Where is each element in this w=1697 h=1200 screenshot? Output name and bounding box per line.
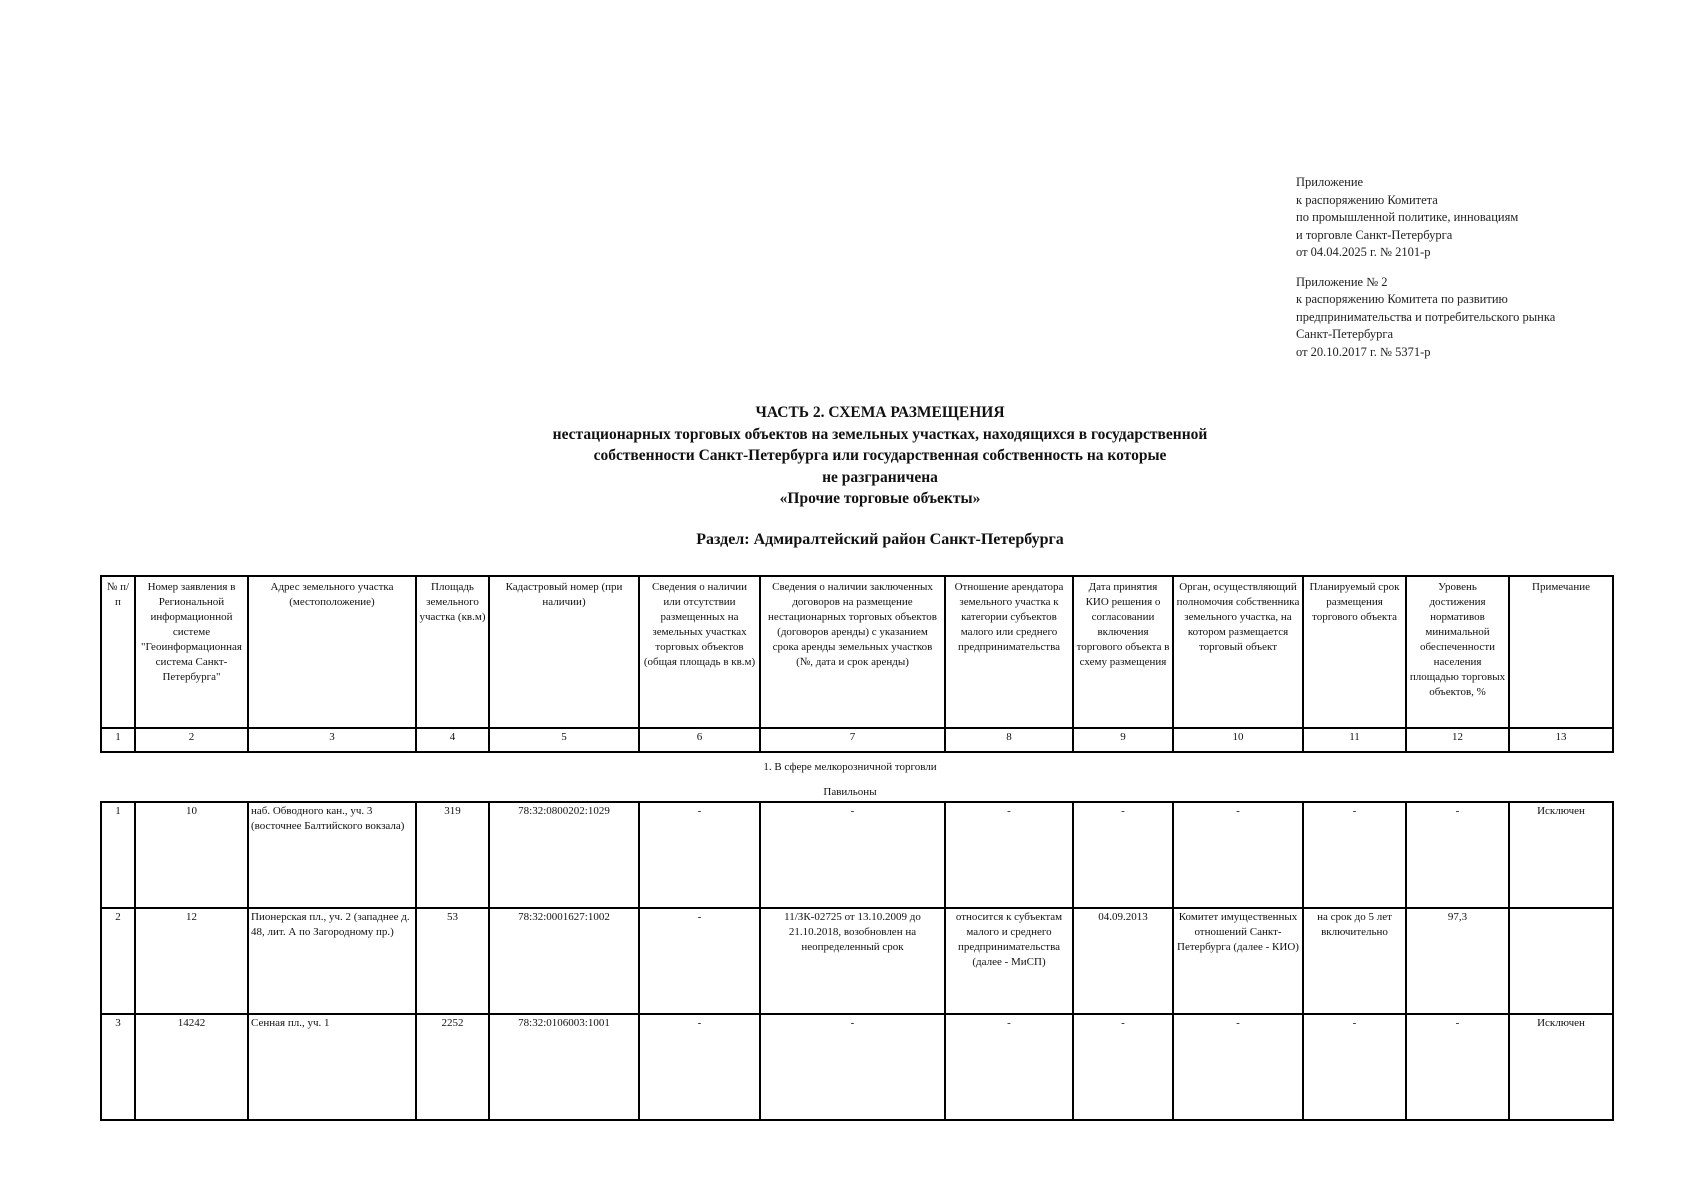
table-cell: -	[1406, 802, 1509, 908]
table-cell: -	[760, 1014, 945, 1120]
header-cell: Площадь земельного участка (кв.м)	[416, 576, 489, 728]
appendix-line: Санкт-Петербурга	[1296, 327, 1394, 341]
table-cell: -	[639, 802, 760, 908]
header-cell: Сведения о наличии или отсутствии размещенных на земельных участках торговых объектов (общая площадь в кв.м)	[639, 576, 760, 728]
title-line: «Прочие торговые объекты»	[779, 490, 981, 507]
table-cell: -	[1406, 1014, 1509, 1120]
table-cell	[1509, 908, 1613, 1014]
appendix-line: Приложение № 2	[1296, 274, 1388, 289]
table-cell: 53	[416, 908, 489, 1014]
column-number: 12	[1406, 728, 1509, 752]
table-cell: -	[1073, 802, 1173, 908]
subheading-pavilions: Павильоны	[823, 786, 877, 798]
header-cell: Орган, осуществляющий полномочия собственника земельного участка, на котором размещается торговый объект	[1173, 576, 1303, 728]
table-cell: -	[1173, 802, 1303, 908]
table-cell: Исключен	[1509, 1014, 1613, 1120]
table-cell: Комитет имущественных отношений Санкт-Петербурга (далее - КИО)	[1173, 908, 1303, 1014]
column-number: 9	[1073, 728, 1173, 752]
table-cell: -	[639, 1014, 760, 1120]
table-cell: относится к субъектам малого и среднего предпринимательства (далее - МиСП)	[945, 908, 1073, 1014]
table-cell: -	[639, 908, 760, 1014]
column-number: 7	[760, 728, 945, 752]
table-cell: 10	[135, 802, 248, 908]
table-cell: -	[945, 802, 1073, 908]
table-row	[101, 1014, 1613, 1120]
appendix-line: к распоряжению Комитета по развитию	[1296, 292, 1508, 306]
table-cell: -	[1303, 802, 1406, 908]
table-cell: 04.09.2013	[1073, 908, 1173, 1014]
table-cell: Сенная пл., уч. 1	[248, 1014, 416, 1120]
column-number: 10	[1173, 728, 1303, 752]
table-cell: наб. Обводного кан., уч. 3 (восточнее Балтийского вокзала)	[248, 802, 416, 908]
appendix-line: от 20.10.2017 г. № 5371-р	[1296, 344, 1431, 359]
header-cell: Уровень достижения нормативов минимальной обеспеченности населения площадью торговых объектов, %	[1406, 576, 1509, 728]
table-cell: 319	[416, 802, 489, 908]
column-number: 11	[1303, 728, 1406, 752]
title-line: собственности Санкт-Петербурга или государственная собственность на которые	[593, 447, 1167, 464]
appendix-line: к распоряжению Комитета	[1296, 192, 1438, 207]
table-row	[101, 802, 1613, 908]
header-cell: Кадастровый номер (при наличии)	[489, 576, 639, 728]
table-cell: -	[945, 1014, 1073, 1120]
table-cell: -	[760, 802, 945, 908]
header-cell: № п/п	[101, 576, 135, 728]
header-cell: Отношение арендатора земельного участка к категории субъектов малого или среднего предпринимательства	[945, 576, 1073, 728]
column-number: 4	[416, 728, 489, 752]
title-line: нестационарных торговых объектов на земельных участках, находящихся в государственной	[552, 425, 1208, 443]
appendix-line: предпринимательства и потребительского рынка	[1296, 309, 1556, 324]
table-cell: 1	[101, 802, 135, 908]
column-number: 8	[945, 728, 1073, 752]
title-line: не разграничена	[822, 468, 938, 486]
column-number: 13	[1509, 728, 1613, 752]
appendix-block	[1296, 174, 1555, 373]
appendix-previous	[1296, 274, 1555, 362]
appendix-line: по промышленной политике, инновациям	[1296, 210, 1519, 224]
table-cell: 3	[101, 1014, 135, 1120]
data-table	[100, 801, 1614, 1121]
table-cell: 12	[135, 908, 248, 1014]
title-line: ЧАСТЬ 2. СХЕМА РАЗМЕЩЕНИЯ	[755, 404, 1005, 421]
table-cell: 11/ЗК-02725 от 13.10.2009 до 21.10.2018, возобновлен на неопределенный срок	[760, 908, 945, 1014]
header-row	[101, 576, 1613, 728]
document-title	[0, 402, 1697, 510]
table-cell: 97,3	[1406, 908, 1509, 1014]
column-number: 3	[248, 728, 416, 752]
table-cell: -	[1073, 1014, 1173, 1120]
table-cell: 14242	[135, 1014, 248, 1120]
column-number-row	[101, 728, 1613, 752]
header-table	[100, 575, 1614, 753]
column-number: 2	[135, 728, 248, 752]
table-cell: 2	[101, 908, 135, 1014]
column-number: 1	[101, 728, 135, 752]
table-cell: Пионерская пл., уч. 2 (западнее д. 48, лит. А по Загородному пр.)	[248, 908, 416, 1014]
table-cell: -	[1173, 1014, 1303, 1120]
subheading-retail: 1. В сфере мелкорозничной торговли	[763, 761, 937, 773]
header-cell: Планируемый срок размещения торгового объекта	[1303, 576, 1406, 728]
column-number: 5	[489, 728, 639, 752]
table-cell: 2252	[416, 1014, 489, 1120]
table-cell: 78:32:0001627:1002	[489, 908, 639, 1014]
header-cell: Примечание	[1509, 576, 1613, 728]
header-cell: Сведения о наличии заключенных договоров на размещение нестационарных торговых объектов (договоров аренды) с указанием срока аренды земельных участков (№, дата и срок аренды)	[760, 576, 945, 728]
appendix-line: от 04.04.2025 г. № 2101-р	[1296, 245, 1431, 259]
appendix-line: и торговле Санкт-Петербурга	[1296, 227, 1453, 242]
appendix-current	[1296, 174, 1555, 262]
column-number: 6	[639, 728, 760, 752]
table-cell: 78:32:0106003:1001	[489, 1014, 639, 1120]
appendix-line: Приложение	[1296, 175, 1364, 189]
header-cell: Дата принятия КИО решения о согласовании включения торгового объекта в схему размещения	[1073, 576, 1173, 728]
section-title: Раздел: Адмиралтейский район Санкт-Петербурга	[696, 531, 1064, 548]
header-cell: Адрес земельного участка (местоположение)	[248, 576, 416, 728]
table-cell: 78:32:0800202:1029	[489, 802, 639, 908]
table-cell: -	[1303, 1014, 1406, 1120]
table-cell: Исключен	[1509, 802, 1613, 908]
table-cell: на срок до 5 лет включительно	[1303, 908, 1406, 1014]
header-cell: Номер заявления в Региональной информационной системе "Геоинформационная система Санкт-Петербурга"	[135, 576, 248, 728]
table-row	[101, 908, 1613, 1014]
